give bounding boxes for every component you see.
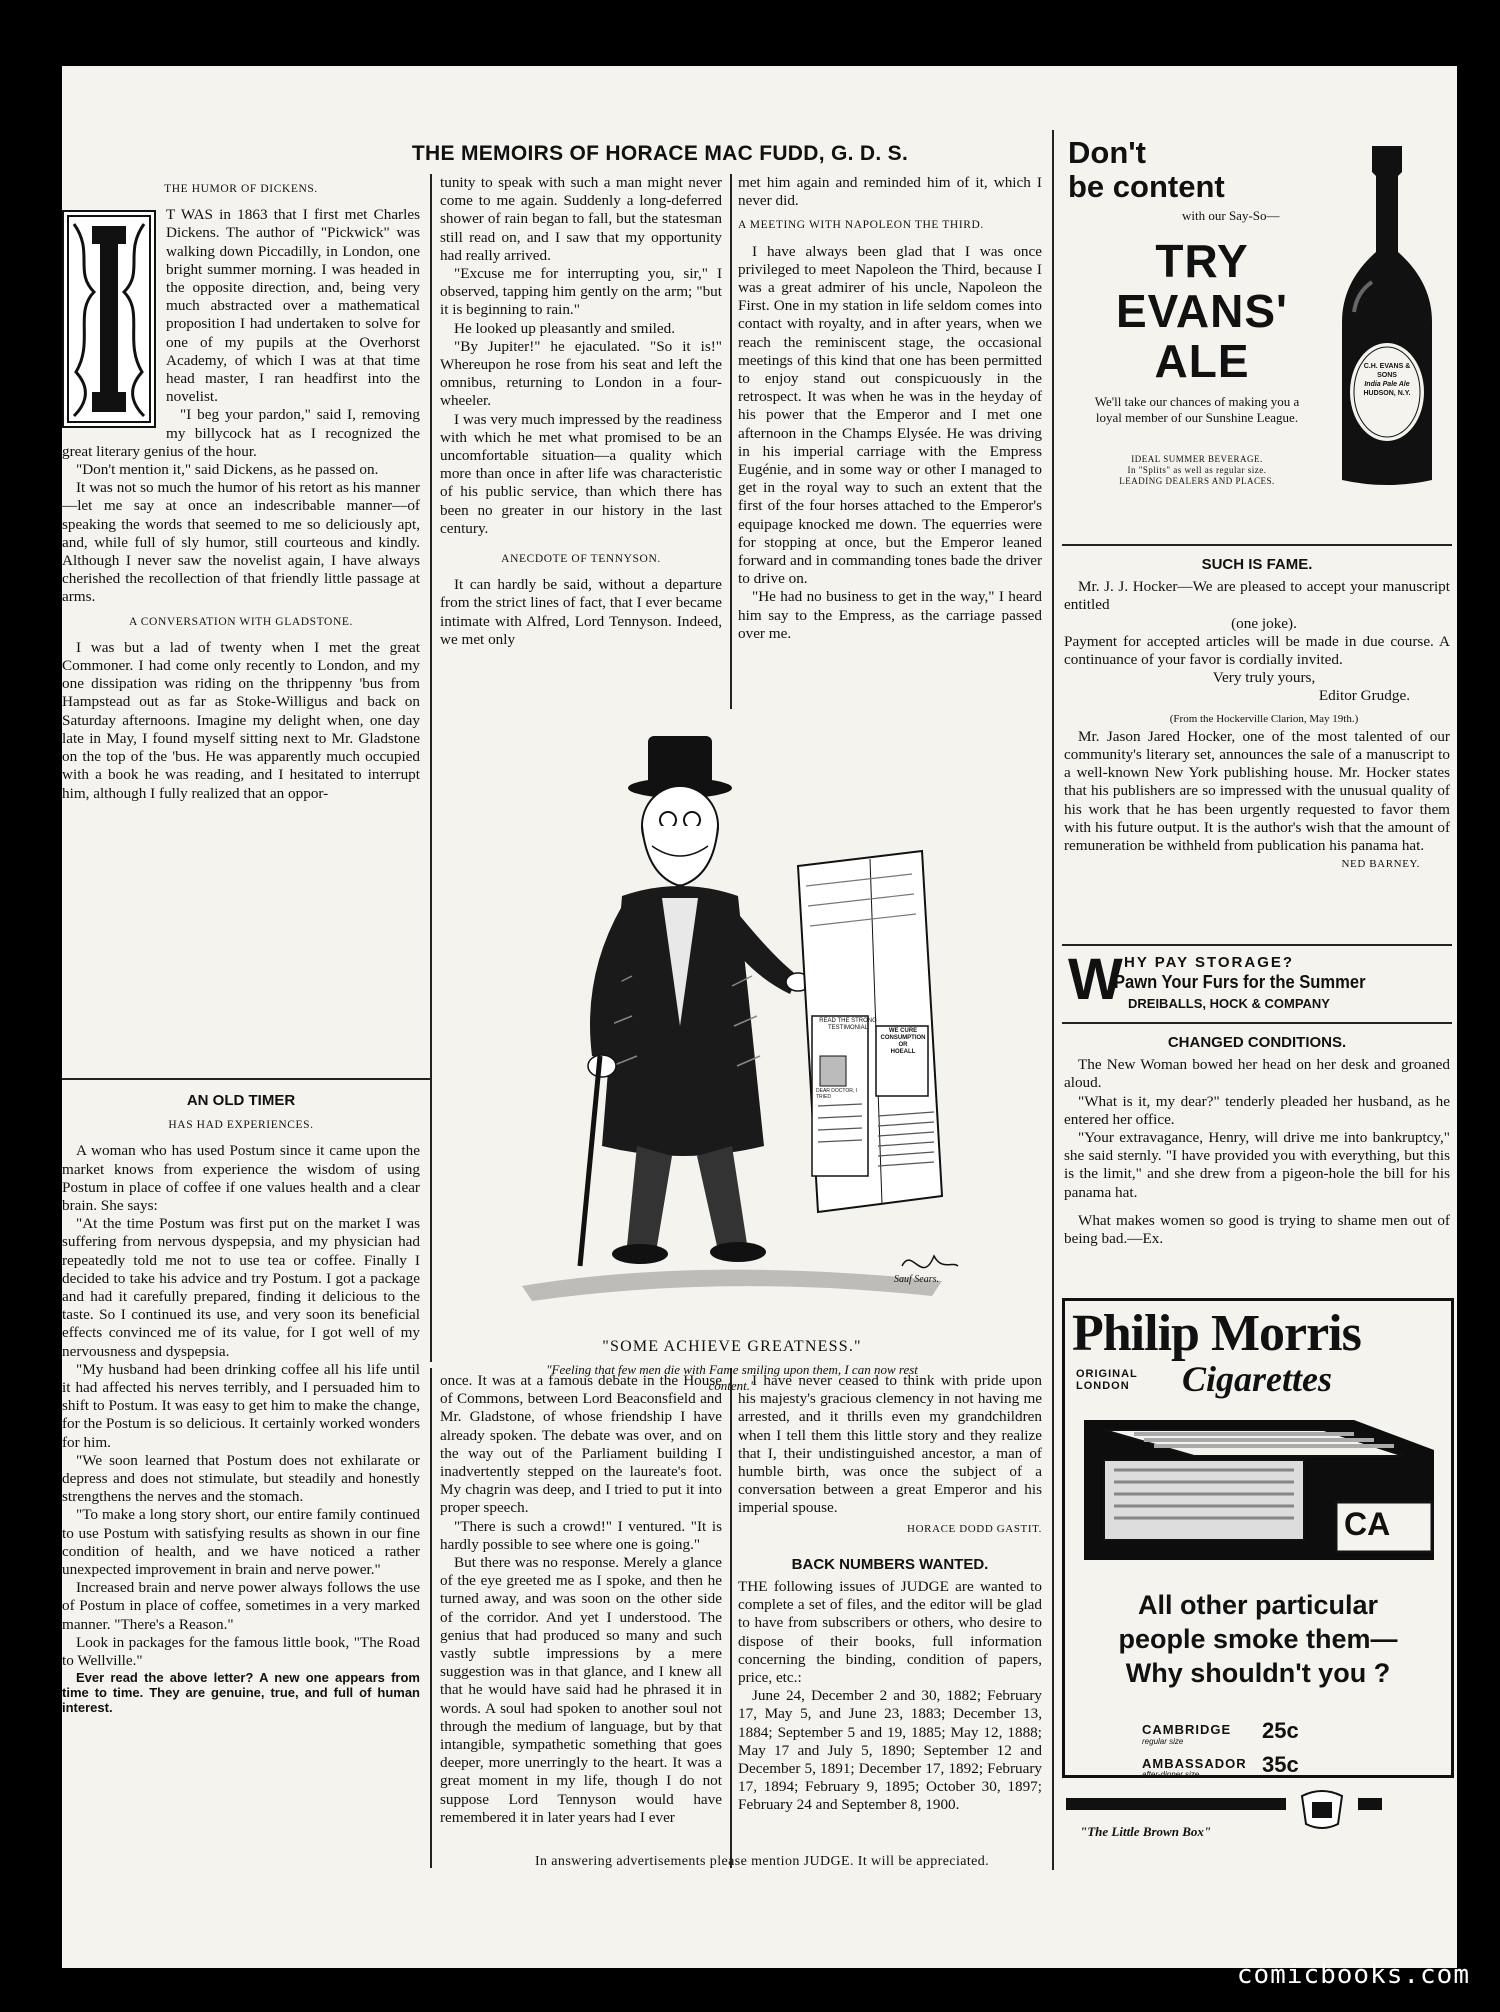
back-numbers-headline: BACK NUMBERS WANTED. (791, 1555, 989, 1573)
dickens-paragraph: "Don't mention it," said Dickens, as he passed on. (76, 461, 379, 479)
such-is-fame-article (1064, 548, 1450, 958)
price-size: after-dinner size (1142, 1770, 1200, 1779)
origin-line: LONDON (1076, 1380, 1130, 1392)
page-title: THE MEMOIRS OF HORACE MAC FUDD, G. D. S. (411, 142, 909, 165)
cartoon-subcaption: "Feeling that few men die with Fame smiling upon them, I can now rest content." (546, 1362, 918, 1393)
cartoon-illustration (502, 726, 972, 1326)
postum-advertisement (62, 1084, 420, 1869)
ad-body: We'll take our chances of making you a loyal member of our Sunshine League. (1094, 394, 1300, 425)
tennyson-paragraph: "There is such a crowd!" I ventured. "It is hardly possible to see where one is going." (440, 1517, 722, 1553)
napoleon-paragraph: I have always been glad that I was once privileged to meet Napoleon the Third, because I was a great admirer of his uncle, Napoleon the First. One in my station in life seldom comes into contact with royalty, and in after years, when we reach the reminiscent stage, the occasional meetings of this kind that one has been permitted to enjoy stand out conspicuously in the retrospect. It was when he was in the heyday of his power that the Emperor and I met one afternoon in the Champs Elysée. He was driving in his imperial carriage with the Empress Eugénie, and in some way or other I managed to get in the royal way to such an extent that the first of the four horses attached to the Emperor's equipage knocked me down. The equerries were for stopping at once, but the Emperor leaned forward and in commanding tones bade the driver to drive on. (738, 242, 1042, 588)
back-numbers-dates: June 24, December 2 and 30, 1882; February 17, May 5, and June 23, 1883; December 13, 1884; September 5 and 19, 1885; May 12, 1888; May 17 and July 5, 1890; September 12 and December 5, 1891; December 17, 1892; February 17, 1894; February 9, 1895; October 30, 1897; February 24 and September 8, 1900. (738, 1687, 1042, 1814)
newspaper-text: WE CURE (888, 1028, 918, 1034)
gladstone-paragraph: I was very much impressed by the readiness with which he met what promised to be an uncomfortable situation—a quality which more than once in after life was characteristic of his public service, than which there has been no greater in our history in the last century. (440, 410, 722, 537)
storage-line: DREIBALLS, HOCK & COMPANY (1128, 996, 1330, 1011)
ad-tagline: with our Say-So— (1182, 208, 1280, 223)
price-name: AMBASSADOR (1142, 1756, 1247, 1771)
subhead-gladstone: A CONVERSATION WITH GLADSTONE. (129, 615, 353, 628)
changed-paragraph: "What is it, my dear?" tenderly pleaded her husband, as he entered her office. (1064, 1092, 1450, 1128)
price-value: 35c (1262, 1752, 1299, 1777)
fame-paragraph: (one joke). (1231, 614, 1297, 632)
column-rule (730, 1368, 732, 1868)
gladstone-paragraph: "Excuse me for interrupting you, sir," I observed, tapping him gently on the arm; "but it is beginning to rain." (440, 265, 722, 319)
fame-signature: NED BARNEY. (1341, 858, 1420, 871)
philip-morris-brand: Philip Morris (1072, 1305, 1361, 1362)
postum-note: Ever read the above letter? A new one appears from time to time. They are genuine, true, and full of human interest. (62, 1670, 420, 1716)
box-label: CA (1344, 1506, 1391, 1542)
back-numbers-paragraph: THE following issues of JUDGE are wanted to complete a set of files, and the editor will be glad to have from subscribers or others, who desire to dispose of their books, full information concerning the binding, condition of papers, price, etc.: (738, 1578, 1042, 1687)
newspaper-text: TESTIMONIAL (827, 1025, 868, 1031)
column-tennyson-continued (440, 1372, 722, 1867)
column-dickens-gladstone (62, 174, 420, 1074)
postum-paragraph: A woman who has used Postum since it came upon the market knows from experience the wisdom of using Postum in place of coffee if one values health and a clear brain. She says: (62, 1142, 420, 1215)
origin-line: ORIGINAL (1076, 1368, 1138, 1380)
gladstone-paragraph: tunity to speak with such a man might never come to me again. Suddenly a long-deferred shower of rain began to fall, but the statesman still read on, and I saw that my opportunity had really arrived. (440, 174, 722, 264)
column-conclusion-back-numbers (738, 1372, 1042, 1867)
fame-signature-row (1064, 855, 1450, 873)
ad-line: be content (1068, 169, 1225, 204)
cigarettes-wordmark: Cigarettes (1182, 1359, 1332, 1399)
section-rule (1062, 544, 1452, 546)
napoleon-paragraph: I have never ceased to think with pride upon his majesty's gracious clemency in not having me arrested, and it thrills even my grandchildren when I tell them this little story and they realize that I, their undistinguished ancestor, a man of humble birth, was once the subject of a conversation between a great Emperor and his imperial spouse. (738, 1372, 1042, 1517)
changed-paragraph: "Your extravagance, Henry, will drive me into bankruptcy," she said sternly. "I have provided you with everything, but this is the limit," and she drew from a pigeon-hole the bill for his panama hat. (1064, 1129, 1450, 1201)
dickens-paragraph: "I beg your pardon," said I, removing my billycock hat as I recognized the great literary genius of the hour. (62, 406, 420, 460)
ad-fineprint (1062, 454, 1332, 487)
storage-advertisement (1064, 947, 1450, 1020)
philip-morris-origin (1076, 1368, 1138, 1392)
philip-morris-advertisement (1062, 1298, 1454, 1868)
newspaper-letter-block (816, 1088, 872, 1100)
evans-ale-advertisement (1062, 136, 1452, 576)
newspaper-headline-block (818, 1018, 878, 1032)
subhead-napoleon: A MEETING WITH NAPOLEON THE THIRD. (738, 219, 984, 232)
subhead-tennyson: ANECDOTE OF TENNYSON. (501, 553, 661, 566)
column-gladstone-continued (440, 174, 722, 714)
column-rule (1052, 130, 1054, 1870)
old-timer-headline: AN OLD TIMER (186, 1092, 296, 1109)
ad-line: TRY (1155, 235, 1249, 287)
ale-bottle-icon (1332, 142, 1442, 492)
newspaper-text: HOEALL (890, 1049, 916, 1055)
magazine-page (62, 66, 1457, 1968)
slogan-line: All other particular (1137, 1590, 1379, 1620)
ad-fineprint-line: IDEAL SUMMER BEVERAGE. (1131, 454, 1263, 464)
postum-paragraph: "My husband had been drinking coffee all his life until it had affected his nerves terribly, and I persuaded him to shift to Postum. It was easy to get him to make the change, for the Postum is so delicious. It certainly worked wonders for him. (62, 1360, 420, 1451)
ad-line: Don't (1068, 135, 1146, 170)
old-man-with-newspaper-drawing (502, 726, 972, 1326)
storage-initial: W (1068, 947, 1123, 1012)
changed-conditions-article (1064, 1026, 1450, 1286)
fame-paragraph: Mr. J. J. Hocker—We are pleased to accept your manuscript entitled (1064, 578, 1450, 614)
bottle-label (1354, 362, 1420, 398)
decorative-bar (1358, 1798, 1382, 1810)
column-napoleon (738, 174, 1042, 714)
ad-line: ALE (1154, 335, 1250, 387)
site-watermark: comicbooks.com (1236, 1960, 1470, 1990)
gladstone-paragraph: "By Jupiter!" he ejaculated. "So it is!" Whereupon he rose from his seat and left the omnibus, returning to London in a four-wheeler. (440, 337, 722, 410)
storage-line: HY PAY STORAGE? (1124, 954, 1295, 971)
fame-paragraph: Very truly yours, (1212, 669, 1316, 687)
column-rule (430, 174, 432, 1362)
drop-cap-ornament (64, 212, 154, 426)
dickens-paragraph: T WAS in 1863 that I first met Charles Dickens. The author of "Pickwick" was walking down Piccadilly, in London, one bright summer morning. I was headed in the opposite direction, and, being very much abstracted over a mathematical proposition I had undertaken to solve for one of my pupils at the Overhorst Academy, of which I was at that time head master, I ran headfirst into the novelist. (166, 206, 420, 406)
column-rule (430, 1368, 432, 1868)
philip-morris-slogan (1062, 1588, 1454, 1690)
bottle-label-line: India Pale Ale (1364, 381, 1410, 388)
artist-signature: Sauf Sears. (894, 1274, 939, 1285)
such-is-fame-headline: SUCH IS FAME. (1201, 556, 1313, 573)
bottle-label-line: HUDSON, N.Y. (1363, 390, 1411, 397)
dickens-paragraph: It was not so much the humor of his retort as his manner—let me say at once an indescribable manner—of speaking the words that seemed to me so deliciously apt, and, while full of sly humor, still courteous and kindly. Although I never saw the novelist again, I have always cherished the recollection of that friendly little passage at arms. (62, 479, 420, 606)
napoleon-paragraph: "He had no business to get in the way," I heard him say to the Empress, as the carriage passed over me. (738, 588, 1042, 642)
tennyson-paragraph: met him again and reminded him of it, which I never did. (738, 174, 1042, 210)
ad-fineprint-line: LEADING DEALERS AND PLACES. (1119, 476, 1275, 486)
gladstone-paragraph: I was but a lad of twenty when I met the great Commoner. I had come only recently to London, and my one dissipation was riding on the thrippenny 'bus from Hampstead out as far as Stoke-Willigus and back on Saturday afternoons. Imagine my delight when, one day late in May, I found myself sitting next to Mr. Gladstone on the top of the 'bus. He was apparently much occupied with a book he was reading, and I hesitated to interrupt him, although I fully realized that an oppor- (62, 638, 420, 802)
fame-paragraph: Editor Grudge. (1318, 687, 1410, 705)
newspaper-text: CONSUMPTION (880, 1035, 926, 1041)
tennyson-paragraph: It can hardly be said, without a departure from the strict lines of fact, that I ever became intimate with Alfred, Lord Tennyson. Indeed, we met only (440, 576, 722, 648)
author-signature-row (738, 1520, 1042, 1538)
box-tagline: "The Little Brown Box" (1080, 1824, 1212, 1839)
changed-conditions-headline: CHANGED CONDITIONS. (1167, 1034, 1347, 1051)
postum-paragraph: Look in packages for the famous little book, "The Road to Wellville." (62, 1633, 420, 1670)
tennyson-paragraph: But there was no response. Merely a glance of the eye greeted me as I spoke, and then he turned away, and was soon on the other side of the corridor. And yet I understood. The genius that had produced so many and such vastly subtle impressions by a mere suggestion was in that glance, and I knew all that he would have said had he phrased it in words. A soul had spoken to another soul not through the medium of language, but by that intangible, sympathetic something that goes deeper, more unerringly to the heart. It was a great moment in my life, though I do not suppose Lord Tennyson would have remembered it in later years had I ever (440, 1554, 722, 1826)
section-rule (62, 1078, 430, 1080)
price-size: regular size (1142, 1737, 1184, 1746)
slogan-line: people smoke them— (1118, 1624, 1398, 1654)
drop-cap-letter-i (62, 210, 156, 428)
postum-paragraph: "To make a long story short, our entire family continued to use Postum with satisfying results as shown in our fine condition of health, and we have noticed a rather unexpected improvement in brain and nerve power." (62, 1506, 420, 1579)
newspaper-text: OR (898, 1042, 908, 1048)
cartoon-caption: "SOME ACHIEVE GREATNESS." (602, 1338, 862, 1355)
postum-paragraph: Increased brain and nerve power always follows the use of Postum in place of coffee, sometimes in a very marked manner. "There's a Reason." (62, 1579, 420, 1633)
fame-paragraph: Payment for accepted articles will be made in due course. A continuance of your favor is cordially invited. (1064, 632, 1450, 669)
subhead-humor-of-dickens: THE HUMOR OF DICKENS. (164, 183, 318, 195)
changed-paragraph: The New Woman bowed her head on her desk and groaned aloud. (1064, 1056, 1450, 1092)
decorative-bar (1066, 1798, 1286, 1810)
ad-line (1068, 136, 1225, 204)
royal-crest-icon (1292, 1786, 1352, 1830)
bottle-label-line: C.H. EVANS & SONS (1363, 363, 1411, 379)
postum-paragraph: "At the time Postum was first put on the market I was suffering from nervous dyspepsia, and my physician had repeatedly told me not to use tea or coffee. Finally I decided to take his advice and try Postum. I got a package and had it carefully prepared, finding it delicious to the taste. So I continued its use, and very soon its beneficial effects convinced me of its value, for I got well of my nervousness and dyspepsia. (62, 1215, 420, 1360)
fame-paragraph: Mr. Jason Jared Hocker, one of the most talented of our community's literary set, announces the sale of a manuscript to a well-known New York publishing house. Mr. Hocker states that his publishers are so impressed with the unusual quality of his work that he has been urgently requested to favor them with his future output. It is the author's wish that the amount of remuneration be withheld from publication his panama hat. (1064, 727, 1450, 855)
ad-headline-try-evans-ale (1102, 236, 1302, 386)
ad-line: EVANS' (1115, 285, 1288, 337)
page-footer: In answering advertisements please mention JUDGE. It will be appreciated. (534, 1854, 990, 1869)
fame-source: (From the Hockerville Clarion, May 19th.) (1169, 712, 1359, 725)
column-rule (730, 174, 732, 709)
newspaper-ad-block (876, 1028, 930, 1056)
storage-line: Pawn Your Furs for the Summer (1114, 972, 1366, 992)
newspaper-text: READ THE STRONG (819, 1018, 877, 1024)
section-rule (1062, 1022, 1452, 1024)
gladstone-paragraph: He looked up pleasantly and smiled. (454, 319, 676, 337)
price-name: CAMBRIDGE (1142, 1722, 1232, 1737)
ad-fineprint-line: In "Splits" as well as regular size. (1127, 465, 1267, 475)
newspaper-text: DEAR DOCTOR, I TRIED (816, 1088, 858, 1100)
author-signature: HORACE DODD GASTIT. (907, 1522, 1042, 1535)
changed-paragraph: What makes women so good is trying to shame men out of being bad.—Ex. (1064, 1211, 1450, 1248)
slogan-line: Why shouldn't you ? (1125, 1658, 1391, 1688)
tennyson-paragraph: once. It was at a famous debate in the House of Commons, between Lord Beaconsfield and Mr. Gladstone, of whose friendship I have already spoken. The debate was over, and on the way out of the Parliament building I inadvertently stepped on the laureate's foot. My chagrin was deep, and I tried to put it into proper speech. (440, 1372, 722, 1517)
old-timer-subhead: HAS HAD EXPERIENCES. (168, 1119, 314, 1132)
price-value: 25c (1262, 1718, 1299, 1743)
section-rule (1062, 944, 1452, 946)
postum-paragraph: "We soon learned that Postum does not exhilarate or depress and does not stimulate, but steadily and honestly strengthens the nerves and the stomach. (62, 1451, 420, 1506)
